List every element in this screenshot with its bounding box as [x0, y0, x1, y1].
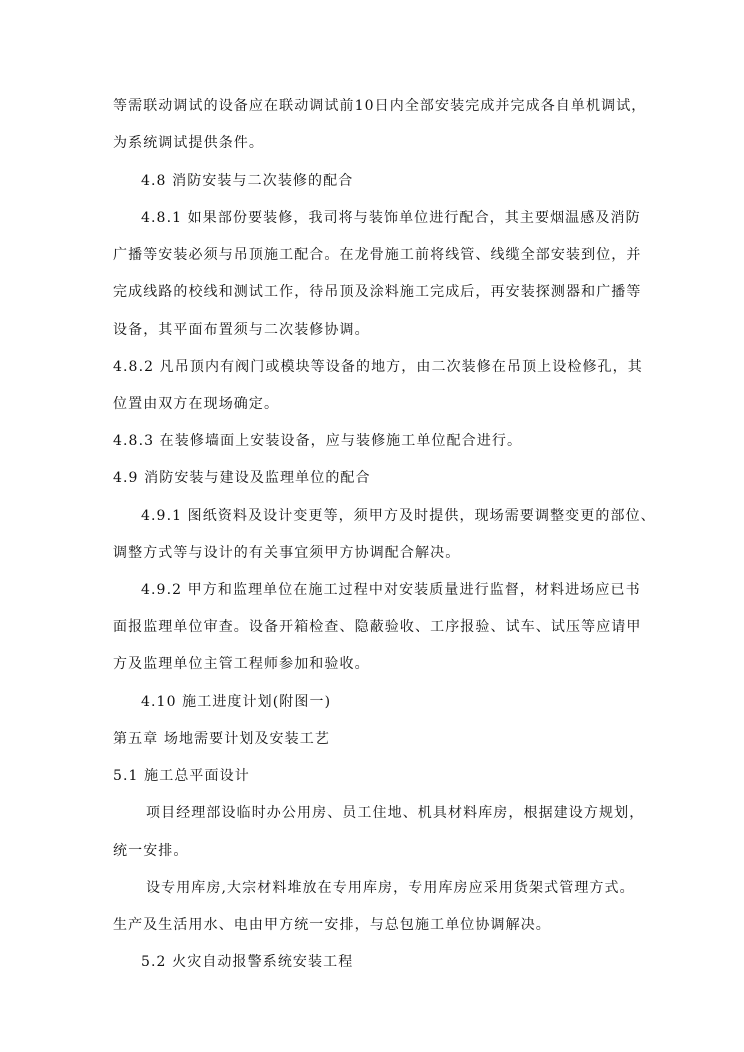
paragraph-line: 4.9.1 图纸资料及设计变更等，须甲方及时提供，现场需要调整变更的部位、 [141, 508, 656, 524]
paragraph-line: 统一安排。 [113, 843, 189, 859]
chapter-heading: 第五章 场地需要计划及安装工艺 [113, 731, 330, 747]
paragraph-line: 生产及生活用水、电由甲方统一安排，与总包施工单位协调解决。 [113, 917, 551, 933]
paragraph-line: 完成线路的校线和测试工作，待吊顶及涂料施工完成后，再安装探测器和广播等 [113, 284, 642, 300]
section-heading: 4.9 消防安装与建设及监理单位的配合 [113, 470, 371, 486]
paragraph-line: 面报监理单位审查。设备开箱检查、隐蔽验收、工序报验、试车、试压等应请甲 [113, 619, 642, 635]
paragraph-line: 为系统调试提供条件。 [113, 135, 264, 151]
section-heading: 5.2 火灾自动报警系统安装工程 [141, 954, 354, 970]
paragraph-line: 项目经理部设临时办公用房、员工住地、机具材料库房，根据建设方规划， [146, 805, 645, 821]
paragraph-line: 广播等安装必须与吊顶施工配合。在龙骨施工前将线管、线缆全部安装到位，并 [113, 247, 642, 263]
paragraph-line: 设备，其平面布置须与二次装修协调。 [113, 322, 370, 338]
section-heading: 5.1 施工总平面设计 [113, 768, 250, 784]
paragraph-line: 4.8.1 如果部份要装修，我司将与装饰单位进行配合，其主要烟温感及消防 [141, 210, 641, 226]
paragraph-line: 方及监理单位主管工程师参加和验收。 [113, 656, 370, 672]
paragraph-line: 4.9.2 甲方和监理单位在施工过程中对安装质量进行监督，材料进场应已书 [141, 582, 641, 598]
paragraph-line: 等需联动调试的设备应在联动调试前10日内全部安装完成并完成各自单机调试， [113, 98, 647, 114]
section-heading: 4.8 消防安装与二次装修的配合 [141, 173, 354, 189]
paragraph-line: 调整方式等与设计的有关事宜须甲方协调配合解决。 [113, 545, 461, 561]
section-heading: 4.10 施工进度计划(附图一) [141, 694, 332, 710]
paragraph-line: 位置由双方在现场确定。 [113, 396, 280, 412]
paragraph-line: 4.8.3 在装修墙面上安装设备，应与装修施工单位配合进行。 [113, 433, 523, 449]
paragraph-line: 4.8.2 凡吊顶内有阀门或模块等设备的地方，由二次装修在吊顶上设检修孔，其 [113, 359, 643, 375]
paragraph-line: 设专用库房,大宗材料堆放在专用库房，专用库房应采用货架式管理方式。 [146, 880, 635, 896]
